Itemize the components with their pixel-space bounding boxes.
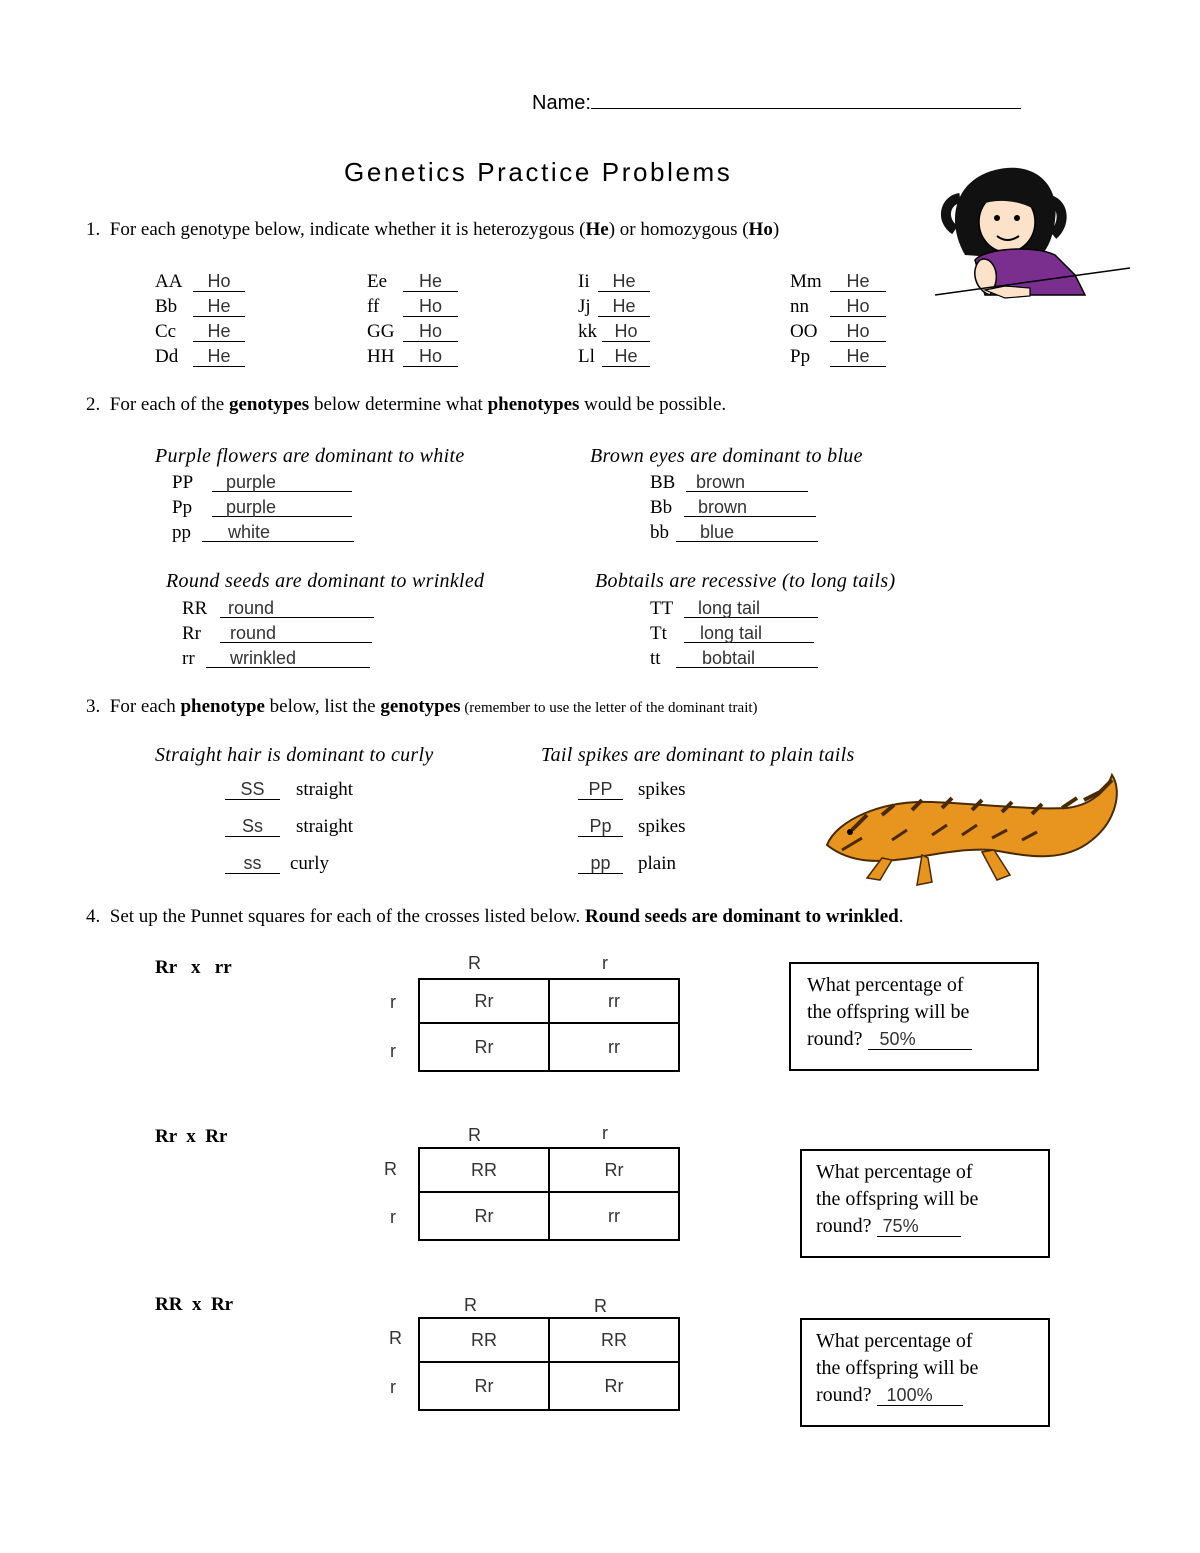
q1-text-a: For each genotype below, indicate whether it is heterozygous ( bbox=[109, 219, 586, 240]
genotype: HH bbox=[367, 346, 395, 367]
q1-col-1 bbox=[155, 269, 245, 369]
genotype: Pp bbox=[172, 497, 193, 518]
answer-blank[interactable]: Ho bbox=[830, 296, 886, 317]
q1-row bbox=[367, 294, 458, 319]
q1-he-label: He bbox=[585, 219, 609, 240]
genotype: Mm bbox=[790, 271, 822, 292]
q3-row bbox=[225, 808, 353, 845]
punnett-cell[interactable]: Rr bbox=[419, 1192, 549, 1240]
q1-row bbox=[578, 319, 650, 344]
phenotype-blank[interactable]: purple bbox=[212, 497, 352, 517]
punnett-cell[interactable]: rr bbox=[549, 1023, 679, 1071]
name-blank[interactable] bbox=[591, 88, 1021, 109]
q2-row bbox=[172, 495, 354, 520]
q2-row bbox=[182, 596, 374, 621]
q1-prompt bbox=[86, 219, 779, 241]
phenotype-blank[interactable]: purple bbox=[212, 472, 352, 492]
genotype: Pp bbox=[790, 346, 811, 367]
genotype-blank[interactable]: ss bbox=[225, 853, 280, 874]
punnett-cell[interactable]: RR bbox=[419, 1318, 549, 1362]
q2-row bbox=[650, 621, 818, 646]
q2-text-d: would be possible. bbox=[579, 394, 727, 415]
phenotype: curly bbox=[290, 853, 330, 874]
answer-blank[interactable]: Ho bbox=[403, 346, 458, 367]
q2-text-a: For each of the bbox=[109, 394, 229, 415]
q2-prompt bbox=[86, 394, 726, 416]
punnett-side-allele: r bbox=[390, 1207, 396, 1227]
genotype: Ee bbox=[367, 271, 388, 292]
genotype-blank[interactable]: Pp bbox=[578, 816, 623, 837]
phenotype: plain bbox=[638, 853, 676, 874]
question-line: What percentage of bbox=[816, 1161, 973, 1183]
q1-row bbox=[790, 344, 886, 369]
punnett-cell[interactable]: RR bbox=[549, 1318, 679, 1362]
lizard-illustration bbox=[822, 770, 1132, 890]
q4-text-a: Set up the Punnet squares for each of the crosses listed below. bbox=[109, 906, 585, 927]
genotype: OO bbox=[790, 321, 818, 342]
q3-bold-genotypes: genotypes bbox=[380, 696, 461, 717]
genotype-blank[interactable]: PP bbox=[578, 779, 623, 800]
genotype: bb bbox=[650, 522, 669, 543]
phenotype-blank[interactable]: blue bbox=[676, 522, 818, 542]
question-round: round? bbox=[807, 1028, 863, 1050]
genotype: AA bbox=[155, 271, 183, 292]
genotype: BB bbox=[650, 472, 676, 493]
answer-blank[interactable]: He bbox=[193, 296, 245, 317]
punnett-cell[interactable]: Rr bbox=[419, 979, 549, 1023]
punnett-side-allele: R bbox=[384, 1159, 397, 1179]
q2-heading-flowers: Purple flowers are dominant to white bbox=[155, 445, 465, 467]
punnett-top-allele: r bbox=[602, 953, 608, 973]
cross-label: Rr x rr bbox=[155, 957, 232, 978]
q2-row bbox=[650, 596, 818, 621]
genotype-blank[interactable]: SS bbox=[225, 779, 280, 800]
phenotype-blank[interactable]: bobtail bbox=[676, 648, 818, 668]
question-line: the offspring will be bbox=[816, 1357, 979, 1379]
question-round: round? bbox=[816, 1384, 872, 1406]
q2-row bbox=[172, 470, 354, 495]
question-round: round? bbox=[816, 1215, 872, 1237]
question-line: What percentage of bbox=[816, 1330, 973, 1352]
q3-row bbox=[225, 771, 353, 808]
punnett-top-allele: R bbox=[464, 1295, 477, 1315]
punnett-top-allele: r bbox=[602, 1123, 608, 1143]
q3-text-a: For each bbox=[109, 696, 181, 717]
q3-row bbox=[578, 808, 686, 845]
phenotype-blank[interactable]: brown bbox=[686, 472, 808, 492]
genotype: kk bbox=[578, 321, 597, 342]
q1-col-3 bbox=[578, 269, 650, 369]
q3-note: (remember to use the letter of the dominant trait) bbox=[460, 700, 758, 716]
q1-row bbox=[155, 319, 245, 344]
q1-row bbox=[367, 319, 458, 344]
q2-row bbox=[182, 621, 374, 646]
q3-row bbox=[578, 771, 686, 808]
genotype: Bb bbox=[155, 296, 178, 317]
q2-bold-genotypes: genotypes bbox=[228, 394, 310, 415]
q1-row bbox=[578, 344, 650, 369]
q1-row bbox=[155, 294, 245, 319]
q2-row bbox=[650, 470, 818, 495]
q3-group-spikes bbox=[578, 771, 686, 882]
punnett-square bbox=[418, 1317, 680, 1411]
girl-illustration bbox=[935, 160, 1130, 305]
phenotype-blank[interactable]: round bbox=[220, 598, 374, 618]
q2-row bbox=[650, 495, 818, 520]
punnett-side-allele: r bbox=[390, 992, 396, 1012]
punnett-cell[interactable]: rr bbox=[549, 979, 679, 1023]
q1-text-b: ) or homozygous ( bbox=[608, 219, 749, 240]
q1-col-4 bbox=[790, 269, 886, 369]
punnett-cell[interactable]: Rr bbox=[419, 1023, 549, 1071]
answer-blank[interactable]: He bbox=[602, 346, 650, 367]
phenotype: spikes bbox=[638, 816, 686, 837]
q1-row bbox=[367, 344, 458, 369]
answer-blank[interactable]: Ho bbox=[403, 296, 458, 317]
q1-ho-label: Ho bbox=[748, 219, 773, 240]
genotype: Ii bbox=[578, 271, 590, 292]
genotype: Cc bbox=[155, 321, 177, 342]
name-label: Name: bbox=[532, 92, 591, 114]
q2-group-eyes bbox=[650, 470, 818, 545]
percentage-answer[interactable]: 75% bbox=[877, 1219, 961, 1237]
q3-row bbox=[225, 845, 353, 882]
q4-prompt bbox=[86, 906, 903, 928]
genotype: RR bbox=[182, 598, 208, 619]
question-line-3 bbox=[807, 1026, 1023, 1053]
question-line-3 bbox=[816, 1382, 1034, 1409]
q2-bold-phenotypes: phenotypes bbox=[487, 394, 580, 415]
q1-row bbox=[790, 269, 886, 294]
q2-row bbox=[172, 520, 354, 545]
phenotype: straight bbox=[296, 816, 353, 837]
q4-number: 4. bbox=[86, 906, 101, 927]
q3-bold-phenotype: phenotype bbox=[180, 696, 265, 717]
genotype: Jj bbox=[578, 296, 591, 317]
genotype: Bb bbox=[650, 497, 673, 518]
genotype: PP bbox=[172, 472, 194, 493]
punnett-side-allele: r bbox=[390, 1041, 396, 1061]
question-line: the offspring will be bbox=[816, 1188, 979, 1210]
q2-heading-seeds: Round seeds are dominant to wrinkled bbox=[166, 570, 485, 592]
name-field[interactable] bbox=[532, 88, 1021, 115]
question-line: the offspring will be bbox=[807, 1001, 970, 1023]
genotype: Dd bbox=[155, 346, 179, 367]
q1-row bbox=[367, 269, 458, 294]
phenotype: straight bbox=[296, 779, 353, 800]
genotype: GG bbox=[367, 321, 395, 342]
answer-blank[interactable]: Ho bbox=[602, 321, 650, 342]
genotype: Ll bbox=[578, 346, 595, 367]
q1-row bbox=[155, 344, 245, 369]
q2-heading-eyes: Brown eyes are dominant to blue bbox=[590, 445, 863, 467]
q2-row bbox=[182, 646, 374, 671]
punnett-top-allele: R bbox=[468, 1125, 481, 1145]
percentage-question-box bbox=[789, 962, 1039, 1071]
answer-blank[interactable]: Ho bbox=[403, 321, 458, 342]
q2-group-tails bbox=[650, 596, 818, 671]
q2-number: 2. bbox=[86, 394, 101, 415]
q2-text-c: below determine what bbox=[309, 394, 488, 415]
question-line-3 bbox=[816, 1213, 1034, 1240]
punnett-side-allele: R bbox=[389, 1328, 402, 1348]
answer-blank[interactable]: Ho bbox=[830, 321, 886, 342]
punnett-cell[interactable]: Rr bbox=[549, 1148, 679, 1192]
phenotype-blank[interactable]: long tail bbox=[684, 598, 818, 618]
genotype: rr bbox=[182, 648, 195, 669]
phenotype-blank[interactable]: round bbox=[220, 623, 372, 643]
q3-group-hair bbox=[225, 771, 353, 882]
genotype: nn bbox=[790, 296, 809, 317]
q2-heading-tails: Bobtails are recessive (to long tails) bbox=[595, 570, 896, 592]
answer-blank[interactable]: He bbox=[598, 271, 650, 292]
q1-number: 1. bbox=[86, 219, 101, 240]
percentage-answer[interactable]: 50% bbox=[868, 1032, 972, 1050]
answer-blank[interactable]: He bbox=[830, 346, 886, 367]
phenotype-blank[interactable]: long tail bbox=[684, 623, 814, 643]
genotype: Tt bbox=[650, 623, 667, 644]
genotype: ff bbox=[367, 296, 380, 317]
q1-row bbox=[790, 294, 886, 319]
phenotype: spikes bbox=[638, 779, 686, 800]
punnett-top-allele: R bbox=[468, 953, 481, 973]
q3-heading-spikes: Tail spikes are dominant to plain tails bbox=[541, 744, 855, 766]
punnett-square bbox=[418, 978, 680, 1072]
punnett-top-allele: R bbox=[594, 1296, 607, 1316]
answer-blank[interactable]: He bbox=[598, 296, 650, 317]
phenotype-blank[interactable]: wrinkled bbox=[206, 648, 370, 668]
punnett-cell[interactable]: Rr bbox=[419, 1362, 549, 1410]
genotype: Rr bbox=[182, 623, 201, 644]
q2-row bbox=[650, 520, 818, 545]
page-title: Genetics Practice Problems bbox=[344, 157, 733, 187]
q3-prompt bbox=[86, 696, 758, 718]
punnett-square bbox=[418, 1147, 680, 1241]
phenotype-blank[interactable]: white bbox=[202, 522, 354, 542]
phenotype-blank[interactable]: brown bbox=[684, 497, 816, 517]
genotype-blank[interactable]: pp bbox=[578, 853, 623, 874]
answer-blank[interactable]: Ho bbox=[193, 271, 245, 292]
genotype: tt bbox=[650, 648, 661, 669]
q2-group-flowers bbox=[172, 470, 354, 545]
punnett-cell[interactable]: rr bbox=[549, 1192, 679, 1240]
answer-blank[interactable]: He bbox=[193, 346, 245, 367]
percentage-answer[interactable]: 100% bbox=[877, 1388, 963, 1406]
q1-row bbox=[155, 269, 245, 294]
genotype: pp bbox=[172, 522, 191, 543]
punnett-cell[interactable]: RR bbox=[419, 1148, 549, 1192]
percentage-question-box bbox=[800, 1149, 1050, 1258]
q1-row bbox=[578, 269, 650, 294]
q4-text-c: . bbox=[898, 906, 904, 927]
genotype-blank[interactable]: Ss bbox=[225, 816, 280, 837]
punnett-cell[interactable]: Rr bbox=[549, 1362, 679, 1410]
q2-group-seeds bbox=[182, 596, 374, 671]
answer-blank[interactable]: He bbox=[830, 271, 886, 292]
q1-text-c: ) bbox=[772, 219, 780, 240]
question-line: What percentage of bbox=[807, 974, 964, 996]
cross-label: Rr x Rr bbox=[155, 1126, 228, 1147]
q2-row bbox=[650, 646, 818, 671]
q3-text-c: below, list the bbox=[264, 696, 381, 717]
q4-bold-rule: Round seeds are dominant to wrinkled bbox=[584, 906, 899, 927]
q3-row bbox=[578, 845, 686, 882]
q3-heading-hair: Straight hair is dominant to curly bbox=[155, 744, 434, 766]
q3-number: 3. bbox=[86, 696, 101, 717]
genotype: TT bbox=[650, 598, 674, 619]
q1-col-2 bbox=[367, 269, 458, 369]
answer-blank[interactable]: He bbox=[193, 321, 245, 342]
q1-row bbox=[578, 294, 650, 319]
cross-label: RR x Rr bbox=[155, 1294, 234, 1315]
percentage-question-box bbox=[800, 1318, 1050, 1427]
q1-row bbox=[790, 319, 886, 344]
answer-blank[interactable]: He bbox=[403, 271, 458, 292]
punnett-side-allele: r bbox=[390, 1377, 396, 1397]
